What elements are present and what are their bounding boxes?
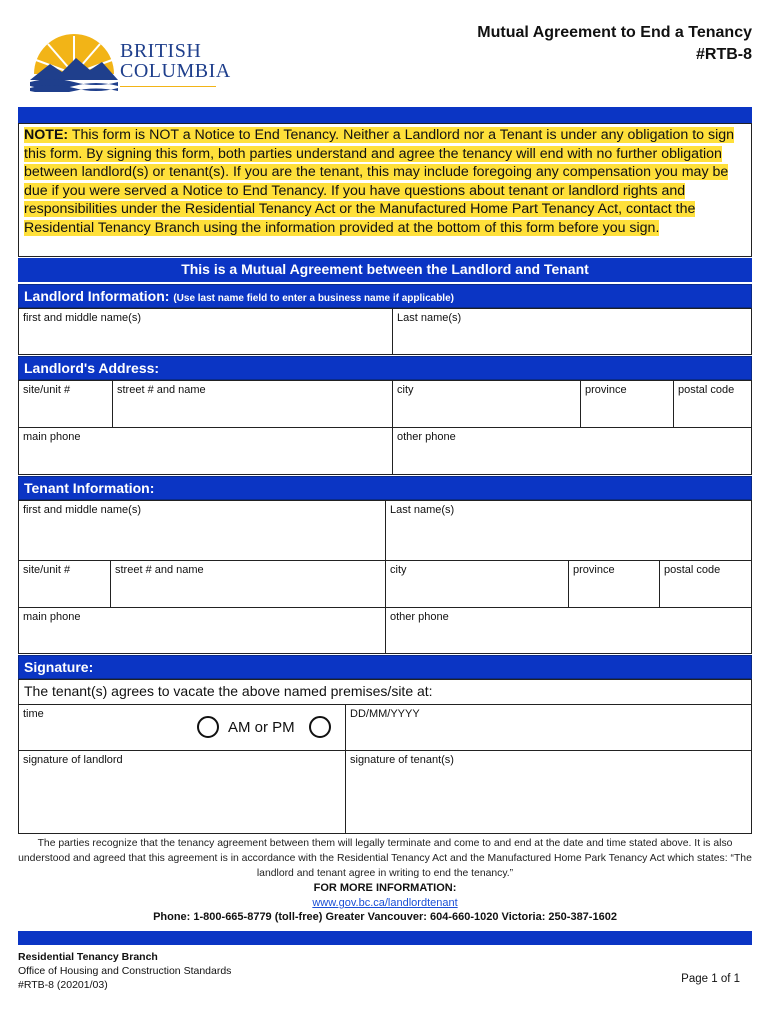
tenant-other-phone-label: other phone: [390, 611, 449, 623]
landlord-section-title: Landlord Information:: [24, 288, 170, 304]
tenant-last-name-label: Last name(s): [390, 504, 455, 516]
tenant-street-label: street # and name: [115, 564, 204, 576]
pm-radio[interactable]: [309, 716, 331, 738]
footer-block: [18, 950, 231, 992]
am-or-pm-label: AM or PM: [228, 719, 295, 736]
landlord-other-phone-field[interactable]: [392, 427, 752, 475]
landlord-city-field[interactable]: [392, 380, 581, 428]
am-radio[interactable]: [197, 716, 219, 738]
tenant-city-label: city: [390, 564, 407, 576]
footer-office: Office of Housing and Construction Standards: [18, 965, 232, 977]
tenant-first-name-label: first and middle name(s): [23, 504, 141, 516]
landlord-site-unit-label: site/unit #: [23, 384, 71, 396]
landlord-postal-field[interactable]: [673, 380, 752, 428]
landlord-signature-label: signature of landlord: [23, 754, 123, 766]
landlord-last-name-label: Last name(s): [397, 312, 462, 324]
footer-org: Residential Tenancy Branch: [18, 951, 158, 963]
form-title-line-2: #RTB-8: [695, 46, 752, 63]
tenant-province-label: province: [573, 564, 615, 576]
more-info-link[interactable]: www.gov.bc.ca/landlordtenant: [312, 897, 458, 909]
landlord-province-label: province: [585, 384, 627, 396]
landlord-street-field[interactable]: [112, 380, 393, 428]
landlord-other-phone-label: other phone: [397, 431, 456, 443]
form-title-line-1: Mutual Agreement to End a Tenancy: [477, 24, 752, 41]
tenant-site-unit-field[interactable]: [18, 560, 111, 608]
time-field[interactable]: [18, 704, 346, 751]
time-label: time: [23, 708, 44, 720]
landlord-signature-field[interactable]: [18, 750, 346, 834]
signature-section-header: Signature:: [18, 655, 752, 679]
legal-statement: The parties recognize that the tenancy agreement between them will legally terminate and come to and end at the date and time stated above. It is also understood and agreed that this agreement is in accordance with the Residential Tenancy Act and the Manufactured Home Park Tenancy Act which states: “The landlord and tenant agree in writing to end the tenancy.”: [18, 838, 752, 879]
landlord-main-phone-label: main phone: [23, 431, 81, 443]
tenant-section-header: Tenant Information:: [18, 476, 752, 500]
tenant-street-field[interactable]: [110, 560, 386, 608]
tenant-postal-field[interactable]: [659, 560, 752, 608]
landlord-section-header: [18, 284, 752, 308]
landlord-main-phone-field[interactable]: [18, 427, 393, 475]
page-number: Page 1 of 1: [681, 973, 740, 985]
tenant-city-field[interactable]: [385, 560, 569, 608]
tenant-signature-field[interactable]: [345, 750, 752, 834]
landlord-address-header: Landlord's Address:: [18, 356, 752, 380]
tenant-postal-label: postal code: [664, 564, 721, 576]
logo-underline: [120, 86, 216, 87]
tenant-province-field[interactable]: [568, 560, 660, 608]
tenant-signature-label: signature of tenant(s): [350, 754, 454, 766]
landlord-last-name-field[interactable]: [392, 308, 752, 355]
bc-sun-mountain-icon: [28, 30, 120, 92]
note-text: This form is NOT a Notice to End Tenancy. Neither a Landlord nor a Tenant is under any obligation to sign this form. By signing this form, both parties understand and agree the tenancy will end with no further obligation between landlord(s) or tenant(s). If you are the tenant, this may include foregoing any compensation you may be due if you were served a Notice to End Tenancy. If you have questions about tenant or landlord rights and responsibilities under the Residential Tenancy Act or the Manufactured Home Part Tenancy Act, contact the Residential Tenancy Branch using the information provided at the bottom of this form before you sign.: [24, 127, 735, 236]
date-label: DD/MM/YYYY: [350, 708, 420, 720]
landlord-street-label: street # and name: [117, 384, 206, 396]
footer-form-id: #RTB-8 (20201/03): [18, 979, 108, 991]
logo-line-2: COLUMBIA: [120, 60, 231, 82]
tenant-main-phone-label: main phone: [23, 611, 81, 623]
tenant-other-phone-field[interactable]: [385, 607, 752, 654]
landlord-first-name-label: first and middle name(s): [23, 312, 141, 324]
landlord-postal-label: postal code: [678, 384, 735, 396]
landlord-section-hint: (Use last name field to enter a business name if applicable): [173, 293, 454, 304]
more-info-phone: Phone: 1-800-665-8779 (toll-free) Greater Vancouver: 604-660-1020 Victoria: 250-387-1602: [153, 911, 617, 923]
tenant-first-name-field[interactable]: [18, 500, 386, 561]
tenant-main-phone-field[interactable]: [18, 607, 386, 654]
date-field[interactable]: [345, 704, 752, 751]
agreement-banner: This is a Mutual Agreement between the Landlord and Tenant: [18, 258, 752, 282]
bottom-blue-bar: [18, 931, 752, 945]
logo-line-1: BRITISH: [120, 40, 202, 62]
top-blue-bar: [18, 107, 752, 123]
more-info-heading: FOR MORE INFORMATION:: [313, 882, 457, 894]
note-box: [18, 123, 752, 257]
tenant-last-name-field[interactable]: [385, 500, 752, 561]
landlord-city-label: city: [397, 384, 414, 396]
form-title: [477, 22, 752, 66]
bc-logo: [28, 30, 238, 92]
tenant-site-unit-label: site/unit #: [23, 564, 71, 576]
note-label: NOTE:: [24, 127, 69, 143]
vacate-statement: The tenant(s) agrees to vacate the above named premises/site at:: [18, 679, 752, 705]
landlord-site-unit-field[interactable]: [18, 380, 113, 428]
landlord-first-name-field[interactable]: [18, 308, 393, 355]
landlord-province-field[interactable]: [580, 380, 674, 428]
